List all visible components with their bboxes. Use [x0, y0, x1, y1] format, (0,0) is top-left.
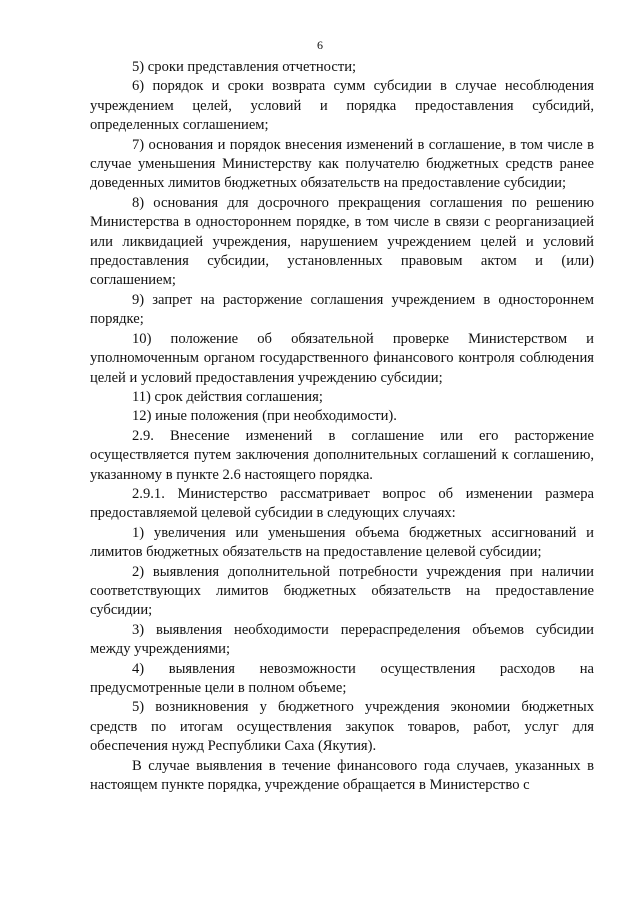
paragraph-item-5: 5) сроки представления отчетности;	[132, 59, 357, 75]
paragraph-item-12: 12) иные положения (при необходимости).	[132, 408, 397, 425]
page-number: 6	[317, 38, 323, 52]
paragraph-item-10: 10) положение об обязательной проверке Министерством и уполномоченным органом государственного финансового контроля соблюдения целей и условий предоставления учреждению субсидии;	[90, 330, 594, 386]
document-body	[90, 58, 594, 795]
paragraph-case-1: 1) увеличения или уменьшения объема бюджетных ассигнований и лимитов бюджетных обязательств на предоставление целевой субсидии;	[90, 524, 594, 561]
paragraph-item-8: 8) основания для досрочного прекращения соглашения по решению Министерства в одностороннем порядке, в том числе в связи с реорганизацией или ликвидацией учреждения, нарушением учреждением целей и условий предоставления субсидии, установленных правовым актом и (или) соглашением;	[90, 194, 594, 289]
paragraph-item-6: 6) порядок и сроки возврата сумм субсидии в случае несоблюдения учреждением целей, условий и порядка предоставления субсидий, определенных соглашением;	[90, 78, 594, 134]
paragraph-case-3: 3) выявления необходимости перераспределения объемов субсидии между учреждениями;	[90, 621, 594, 658]
paragraph-item-7: 7) основания и порядок внесения изменений в соглашение, в том числе в случае уменьшения Министерству как получателю бюджетных средств ранее доведенных лимитов бюджетных обязательств на предоставление субсидии;	[90, 136, 594, 192]
paragraph-case-4: 4) выявления невозможности осуществления расходов на предусмотренные цели в полном объеме;	[90, 660, 594, 696]
paragraph-section-2-9-1: 2.9.1. Министерство рассматривает вопрос об изменении размера предоставляемой целевой субсидии в следующих случаях:	[90, 485, 594, 522]
paragraph-item-11: 11) срок действия соглашения;	[132, 388, 323, 405]
paragraph-item-9: 9) запрет на расторжение соглашения учреждением в одностороннем порядке;	[90, 291, 594, 328]
paragraph-case-5: 5) возникновения у бюджетного учреждения экономии бюджетных средств по итогам осуществления закупок товаров, работ, услуг для обеспечения нужд Республики Саха (Якутия).	[90, 699, 594, 755]
paragraph-section-2-9: 2.9. Внесение изменений в соглашение или его расторжение осуществляется путем заключения дополнительных соглашений к соглашению, указанному в пункте 2.6 настоящего порядка.	[90, 427, 594, 483]
paragraph-closing: В случае выявления в течение финансового года случаев, указанных в настоящем пункте порядка, учреждение обращается в Министерство с	[90, 757, 594, 794]
paragraph-case-2: 2) выявления дополнительной потребности учреждения при наличии соответствующих лимитов бюджетных обязательств на предоставление субсидии;	[90, 563, 594, 619]
